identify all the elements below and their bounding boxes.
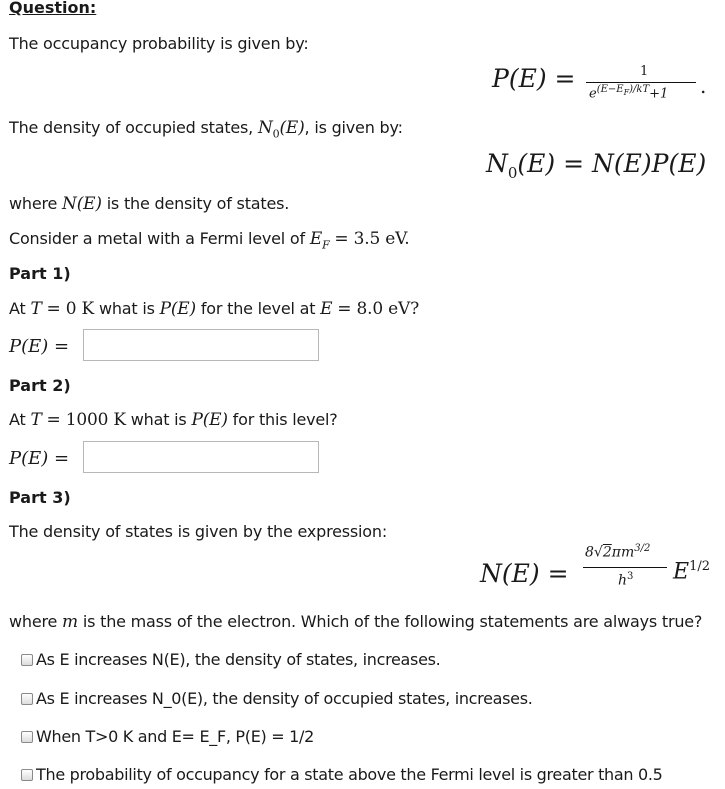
occupied-density-formula: $N_0(E) = N(E)P(E)$ <box>486 149 707 182</box>
part2-answer-label: P(E) = <box>9 448 70 469</box>
part1-question: At T = 0 K what is P(E) for the level at E = 8.0 eV? <box>9 299 420 319</box>
dos-formula: N(E) = $8√2\pi m^{3/2}$ $h^3$ $E^{1/2}$ <box>480 543 710 589</box>
part2-heading: Part 2) <box>9 376 71 395</box>
part2-question: At T = 1000 K what is P(E) for this level? <box>9 410 338 430</box>
formula1-fraction-bar <box>586 82 696 83</box>
occupancy-formula: P(E) = 1 $e^{(E-E_F)/kT}+1$ . <box>492 64 707 102</box>
part3-where-text: where m is the mass of the electron. Which of the following statements are always true? <box>9 612 703 632</box>
choice-3-checkbox[interactable] <box>21 731 33 743</box>
choice-4-checkbox[interactable] <box>21 769 33 781</box>
formula1-lhs: P(E) = <box>492 64 576 93</box>
part1-heading: Part 1) <box>9 264 71 283</box>
where-dos-text: where N(E) is the density of states. <box>9 194 290 214</box>
part1-answer-label: P(E) = <box>9 336 70 357</box>
part3-heading: Part 3) <box>9 488 71 507</box>
choice-2-label: As E increases N_0(E), the density of occupied states, increases. <box>36 689 533 708</box>
part2-answer-input[interactable] <box>83 441 319 473</box>
density-occupied-intro: The density of occupied states, $N_0(E)$, is given by: <box>9 118 403 141</box>
fermi-level-text: Consider a metal with a Fermi level of $E_F = 3.5$ eV. <box>9 229 410 252</box>
formula1-numerator: 1 <box>640 64 649 79</box>
part3-intro: The density of states is given by the expression: <box>9 522 388 541</box>
choice-3-label: When T>0 K and E= E_F, P(E) = 1/2 <box>36 727 314 746</box>
choice-1-checkbox[interactable] <box>21 654 33 666</box>
choice-1-label: As E increases N(E), the density of states, increases. <box>36 650 441 669</box>
part1-answer-input[interactable] <box>83 329 319 361</box>
dos-fraction-bar <box>583 567 667 568</box>
question-heading: Question: <box>9 0 97 17</box>
choice-2-checkbox[interactable] <box>21 693 33 705</box>
choice-4-label: The probability of occupancy for a state above the Fermi level is greater than 0.5 <box>36 765 663 784</box>
dos-formula-lhs: N(E) = <box>480 559 569 588</box>
formula1-period: . <box>700 74 707 98</box>
intro-text: The occupancy probability is given by: <box>9 34 309 53</box>
